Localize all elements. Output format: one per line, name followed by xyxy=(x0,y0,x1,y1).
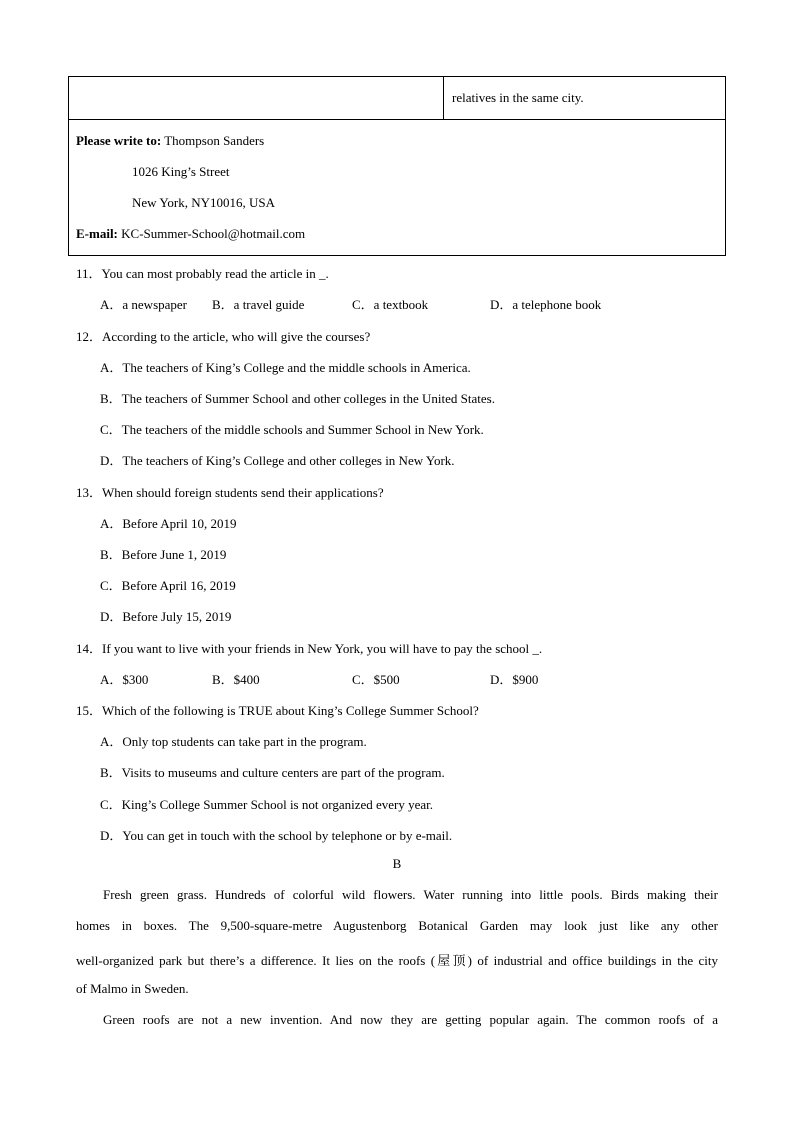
q11-option-d: D．a telephone book xyxy=(490,297,602,312)
q12-option-c: C．The teachers of the middle schools and Summer School in New York. xyxy=(100,422,484,437)
question-13: 13．When should foreign students send their applications? xyxy=(76,485,384,500)
q12-option-a: A．The teachers of King’s College and the middle schools in America. xyxy=(100,360,471,375)
q13-option-d: D．Before July 15, 2019 xyxy=(100,609,232,624)
passage-line: well-organized park but there’s a difference. It lies on the roofs (屋顶) of industrial and office buildings in the city xyxy=(76,953,718,968)
q15-option-b: B．Visits to museums and culture centers are part of the program. xyxy=(100,765,445,780)
q12-option-b: B．The teachers of Summer School and other colleges in the United States. xyxy=(100,391,495,406)
passage-line: Fresh green grass. Hundreds of colorful wild flowers. Water running into little pools. Birds making their xyxy=(103,887,718,902)
email-address: KC-Summer-School@hotmail.com xyxy=(121,226,306,241)
table-cell-relatives: relatives in the same city. xyxy=(452,90,584,105)
question-14: 14．If you want to live with your friends in New York, you will have to pay the school _. xyxy=(76,641,543,656)
q13-option-b: B．Before June 1, 2019 xyxy=(100,547,227,562)
passage-line: Green roofs are not a new invention. And now they are getting popular again. The common roofs of a xyxy=(103,1012,718,1027)
table-cell-empty xyxy=(69,77,444,119)
q14-option-c: C．$500 xyxy=(352,672,400,687)
question-12: 12．According to the article, who will give the courses? xyxy=(76,329,371,344)
q11-option-a: A．a newspaper xyxy=(100,297,187,312)
q15-option-a: A．Only top students can take part in the program. xyxy=(100,734,367,749)
q15-option-d: D．You can get in touch with the school by telephone or by e-mail. xyxy=(100,828,453,843)
write-to-line xyxy=(76,133,264,149)
q11-option-b: B．a travel guide xyxy=(212,297,305,312)
table-contact-row xyxy=(69,120,725,255)
write-to-label: Please write to: xyxy=(76,133,162,148)
q14-option-d: D．$900 xyxy=(490,672,539,687)
q11-option-c: C．a textbook xyxy=(352,297,429,312)
question-11: 11．You can most probably read the article in _. xyxy=(76,266,329,281)
q14-option-a: A．$300 xyxy=(100,672,149,687)
table-top-row xyxy=(69,77,725,120)
section-b-title: B xyxy=(392,856,402,871)
passage-line: homes in boxes. The 9,500-square-metre Augustenborg Botanical Garden may look just like any other xyxy=(76,918,718,933)
email-line xyxy=(76,226,305,242)
q13-option-a: A．Before April 10, 2019 xyxy=(100,516,237,531)
passage-line: of Malmo in Sweden. xyxy=(76,981,189,996)
q14-option-b: B．$400 xyxy=(212,672,260,687)
email-label: E-mail: xyxy=(76,226,118,241)
contact-table xyxy=(68,76,726,256)
address-line-2: New York, NY10016, USA xyxy=(132,195,276,210)
q13-option-c: C．Before April 16, 2019 xyxy=(100,578,236,593)
address-line-1: 1026 King’s Street xyxy=(132,164,230,179)
write-to-name: Thompson Sanders xyxy=(164,133,265,148)
q12-option-d: D．The teachers of King’s College and other colleges in New York. xyxy=(100,453,455,468)
q15-option-c: C．King’s College Summer School is not organized every year. xyxy=(100,797,434,812)
question-15: 15．Which of the following is TRUE about King’s College Summer School? xyxy=(76,703,479,718)
